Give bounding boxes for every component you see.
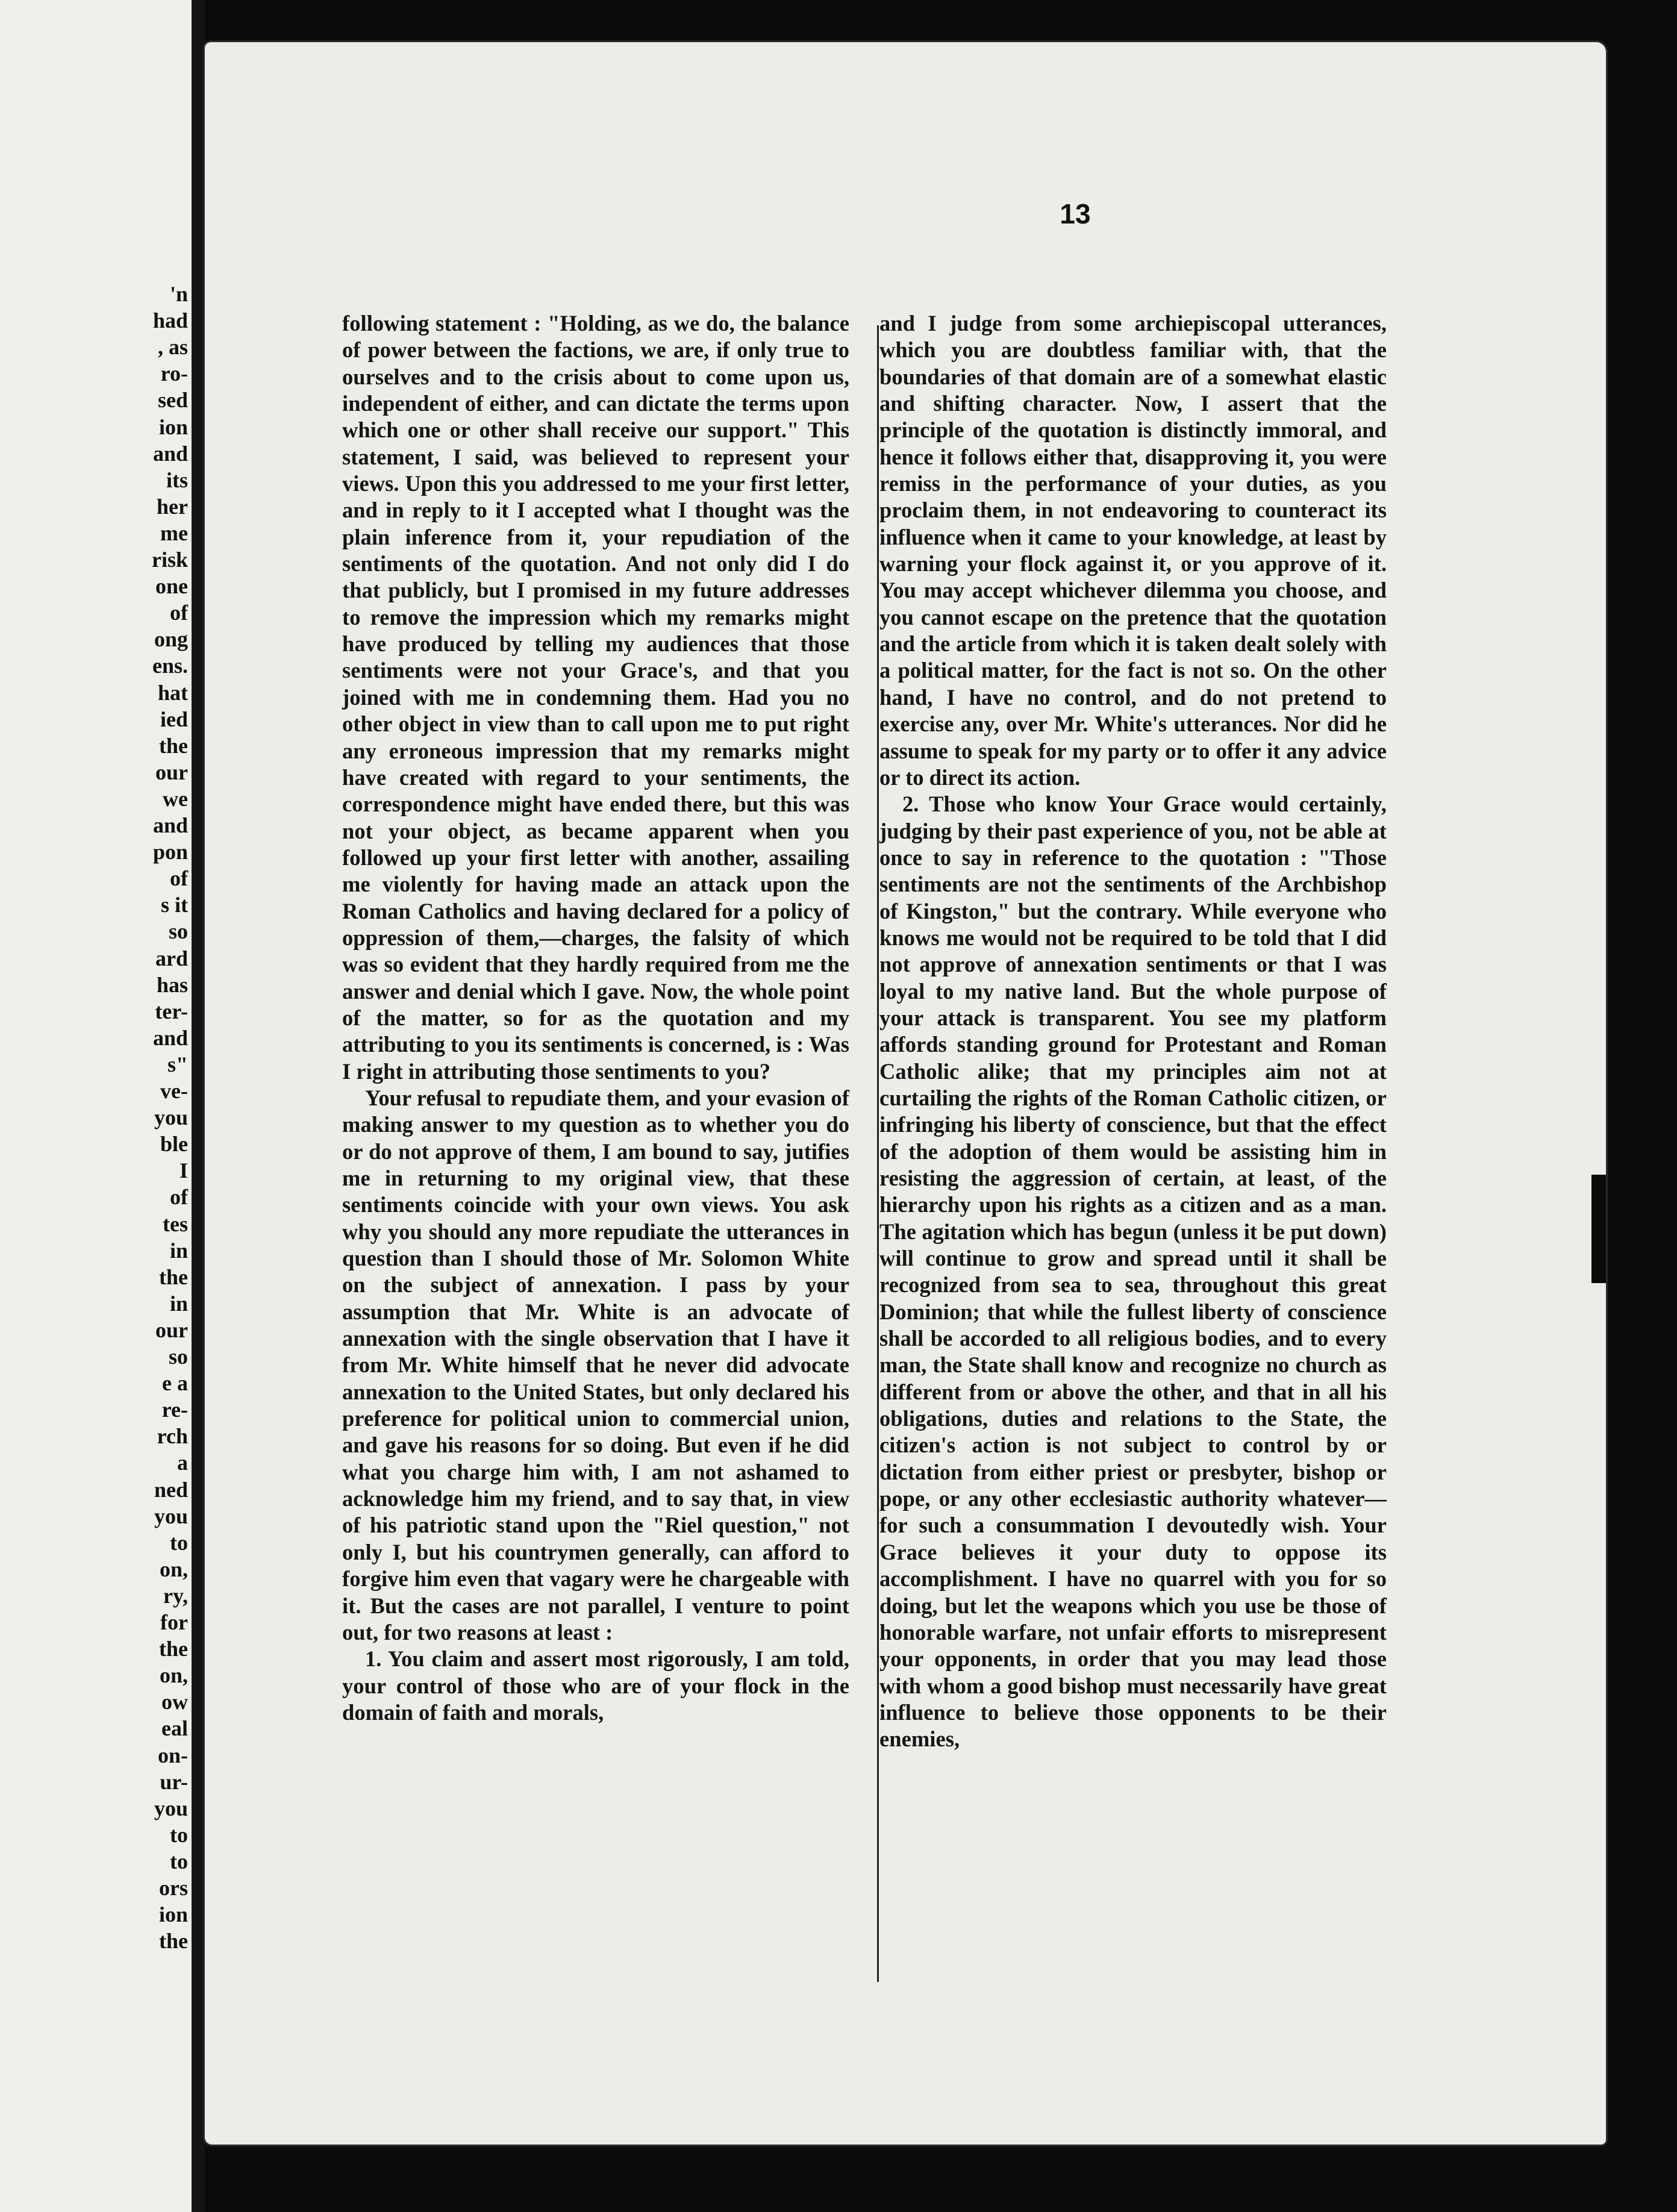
- left-page-fragment: the: [159, 1637, 188, 1661]
- left-page-fragment: ur-: [160, 1769, 188, 1794]
- left-page-fragment: ter-: [155, 999, 188, 1023]
- left-page-fragment: of: [170, 866, 188, 891]
- left-page-fragment: ve-: [160, 1079, 188, 1103]
- left-page-fragment: and: [152, 1025, 188, 1050]
- left-page-fragment: to: [170, 1849, 188, 1873]
- left-page-fragment: the: [159, 1264, 188, 1289]
- left-page-fragment: ow: [161, 1690, 188, 1714]
- column-divider: [877, 325, 879, 1982]
- left-page-fragment: sed: [157, 388, 188, 413]
- left-page-fragment: ong: [154, 627, 188, 652]
- left-page-fragment: e a: [162, 1371, 188, 1396]
- left-page-fragment: you: [154, 1105, 188, 1130]
- left-page-fragment: one: [155, 574, 188, 599]
- left-page-fragment: re-: [161, 1398, 188, 1422]
- left-page-fragment: and: [152, 441, 188, 466]
- left-page-fragment: our: [155, 1317, 188, 1342]
- left-page-fragment: in: [169, 1291, 188, 1316]
- left-page-fragment: on,: [159, 1557, 188, 1581]
- left-page-fragment: ro-: [160, 361, 188, 386]
- left-page-fragment: you: [154, 1796, 188, 1820]
- left-page-fragment: risk: [151, 548, 188, 572]
- left-page-fragment: her: [157, 494, 188, 519]
- left-page-fragment: s it: [161, 893, 188, 917]
- left-page-fragment: the: [159, 1929, 188, 1954]
- left-page-fragment: and: [152, 813, 188, 837]
- left-page-fragment: ied: [160, 707, 188, 731]
- left-page-fragment: has: [156, 972, 188, 997]
- left-page-fragment: had: [152, 308, 188, 333]
- document-page: [205, 42, 1606, 2145]
- left-page-fragment: for: [160, 1610, 188, 1634]
- left-page-fragment: eal: [161, 1716, 188, 1741]
- left-page-fragment: its: [166, 467, 188, 492]
- left-page-fragment: so: [168, 919, 188, 944]
- paragraph: Your refusal to repudiate them, and your evasion of making answer to my question as to whether you do or do not approve of them, I am bound to say, jutifies me in returning to my original view, that these sentiments coincide with your own views. You ask why you should any more repudiate the utterances in question than I should those of Mr. Solomon White on the subject of annexation. I pass by your assumption that Mr. White is an advocate of annexation with the single observation that I have it from Mr. White himself that he never did advocate annexation to the United States, but only declared his preference for political union to commercial union, and gave his reasons for so doing. But even if he did what you charge him with, I am not ashamed to acknowledge him my friend, and to say that, in view of his patriotic stand upon the "Riel question," not only I, but his countrymen generally, can afford to forgive him even that vagary were he chargeable with it. But the cases are not parallel, I venture to point out, for two reasons at least :: [342, 1085, 849, 1645]
- paragraph: 2. Those who know Your Grace would certainly, judging by their past experience of you, not be able at once to say in reference to the quotation : "Those sentiments are not the sentiments of the Archbishop of Kingston," but the contrary. While everyone who knows me would not be required to be told that I did not approve of annexation sentiments or that I was loyal to my native land. But the whole purpose of your attack is transparent. You see my platform affords standing ground for Protestant and Roman Catholic alike; that my principles aim not at curtailing the rights of the Roman Catholic citizen, or infringing his liberty of conscience, but that the effect of the adoption of them would be assisting him in resisting the aggression of certain, at least, of the hierarchy upon his rights as a citizen and as a man. The agitation which has begun (unless it be put down) will continue to grow and spread until it shall be recognized from sea to sea, throughout this great Dominion; that while the fullest liberty of conscience shall be accorded to all religious bodies, and to every man, the State shall know and recognize no church as different from or above the other, and that in all his obligations, duties and relations to the State, the citizen's action is not subject to control by or dictation from either priest or presbyter, bishop or pope, or any other ecclesiastic authority whatever—for such a consummation I devoutedly wish. Your Grace believes it your duty to oppose its accomplishment. I have no quarrel with you for so doing, but let the weapons which you use be those of honorable warfare, not unfair efforts to misrepresent your opponents, in order that you may lead those with whom a good bishop must necessarily have great influence to believe those opponents to be their enemies,: [879, 792, 1387, 1752]
- left-page-fragment: to: [170, 1822, 188, 1847]
- left-page-fragment: you: [154, 1504, 188, 1528]
- paragraph: following statement : "Holding, as we do, the balance of power between the factions, we are, if only true to ourselves and to the crisis about to come upon us, independent of either, and can dictate the terms upon which one or other shall receive our support." This statement, I said, was believed to represent your views. Upon this you addressed to me your first letter, and in reply to it I accepted what I thought was the plain inference from it, your repudiation of the sentiments of the quotation. And not only did I do that publicly, but I promised in my future addresses to remove the impression which my remarks might have produced by telling my audiences that those sentiments were not your Grace's, and that you joined with me in condemning them. Had you no other object in view than to call upon me to put right any erroneous impression that my remarks might have created with regard to your sentiments, the correspondence might have ended there, but this was not your object, as became apparent when you followed up your first letter with another, assailing me violently for having made an attack upon the Roman Catholics and having declared for a policy of oppression of them,—charges, the falsity of which was so evident that they hardly required from me the answer and denial which I gave. Now, the whole point of the matter, so for as the quotation and my attributing to you its sentiments is concerned, is : Was I right in attributing those sentiments to you?: [342, 311, 849, 1084]
- left-page-fragment: ned: [154, 1477, 188, 1502]
- left-page-fragment: ble: [160, 1132, 188, 1157]
- left-page-fragment: of: [170, 601, 188, 625]
- left-page-fragment: rch: [157, 1424, 188, 1449]
- left-page-fragment: me: [160, 520, 188, 545]
- left-page-fragment: in: [169, 1238, 188, 1263]
- page-number: 13: [1060, 198, 1091, 230]
- left-page-fragment: to: [170, 1530, 188, 1555]
- left-page-fragment: ion: [158, 1902, 188, 1927]
- left-page-fragment: our: [155, 760, 188, 784]
- paragraph: 1. You claim and assert most rigorously, I am told, your control of those who are of your flock in the domain of faith and morals,: [342, 1646, 849, 1725]
- paragraph: and I judge from some archiepiscopal utterances, which you are doubtless familiar with, that the boundaries of that domain are of a somewhat elastic and shifting character. Now, I assert that the principle of the quotation is distinctly immoral, and hence it follows either that, disapproving it, you were remiss in the performance of your duties, as you proclaim them, in not endeavoring to counteract its influence when it came to your knowledge, at least by warning your flock against it, or you approve of it. You may accept whichever dilemma you choose, and you cannot escape on the pretence that the quotation and the article from which it is taken dealt solely with a political matter, for the fact is not so. On the other hand, I have no control, and do not pretend to exercise any, over Mr. White's utterances. Nor did he assume to speak for my party or to offer it any advice or to direct its action.: [879, 311, 1387, 790]
- left-page-fragment: ry,: [163, 1583, 188, 1608]
- left-page-fragment: we: [163, 786, 188, 811]
- left-page-fragment: I: [179, 1158, 188, 1183]
- left-page-fragment: pon: [152, 840, 188, 864]
- text-column-right: [879, 310, 1387, 1753]
- left-page-fragment: 'n: [169, 282, 188, 306]
- left-page-fragment: the: [159, 733, 188, 758]
- left-page-fragment: tes: [163, 1211, 188, 1236]
- book-gutter: [192, 0, 205, 2212]
- left-page-edge: [0, 0, 195, 2212]
- left-page-fragment: ens.: [152, 654, 188, 678]
- left-page-fragment: , as: [157, 335, 188, 360]
- left-page-fragment: a: [177, 1451, 188, 1475]
- left-page-fragment: so: [168, 1345, 188, 1369]
- left-page-fragment: on,: [159, 1663, 188, 1688]
- left-page-fragment: of: [170, 1185, 188, 1210]
- left-page-fragment: on-: [157, 1743, 188, 1767]
- text-column-left: [342, 310, 849, 1726]
- left-page-fragment: ard: [155, 946, 188, 970]
- left-page-fragment: ion: [158, 414, 188, 439]
- left-page-fragment: ors: [159, 1876, 188, 1900]
- left-page-fragment: hat: [157, 680, 188, 705]
- left-page-fragment: s": [167, 1052, 188, 1076]
